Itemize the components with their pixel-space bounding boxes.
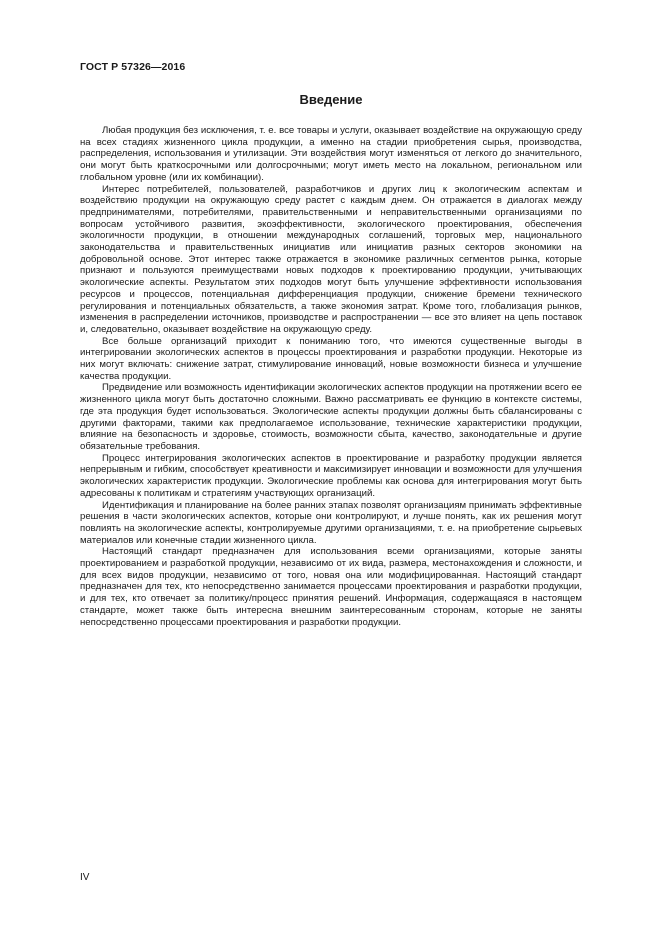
paragraph: Настоящий стандарт предназначен для использования всеми организациями, которые заняты проектированием и разработкой продукции, независимо от их вида, размера, местонахождения и сложности, и для всех видов продукции, независимо от того, новая она или модифицированная. Настоящий стандарт предназначен для тех, кто непосредственно занимается процессами проектирования и разработки продукции, и для тех, кто отвечает за политику/процесс принятия решений. Информация, содержащаяся в настоящем стандарте, может также быть интересна внешним заинтересованным сторонам, которые не заняты непосредственно процессами проектирования и разработки продукции. <box>80 546 582 628</box>
paragraph: Идентификация и планирование на более ранних этапах позволят организациям принимать эффективные решения в части экологических аспектов, которые они контролируют, и лучше понять, как их решения могут повлиять на экологические аспекты, контролируемые другими организациями, т. е. на приобретение сырьевых материалов или конечные стадии жизненного цикла. <box>80 499 582 546</box>
page-number: IV <box>80 872 90 883</box>
section-title: Введение <box>299 92 363 107</box>
paragraph: Любая продукция без исключения, т. е. все товары и услуги, оказывает воздействие на окружающую среду на всех стадиях жизненного цикла продукции, а именно на стадии приобретения сырья, производства, распределения, использования и утилизации. Эти воздействия могут изменяться от легкого до значительного, они могут быть краткосрочными или долгосрочными; могут иметь место на локальном, региональном или глобальном уровне (или их комбинации). <box>80 125 582 183</box>
paragraph: Интерес потребителей, пользователей, разработчиков и других лиц к экологическим аспектам и воздействию продукции на окружающую среду растет с каждым днем. Он отражается в диалогах между предпринимателями, потребителями, правительственными и неправительственными организациями по вопросам устойчивого развития, экоэффективности, экологического проектирования, обеспечения экологичности продукции, в отношении международных соглашений, торговых мер, национального законодательства и правительственных инициатив или инициатив разных секторов экономики на добровольной основе. Этот интерес также отражается в экономике различных сегментов рынка, которые признают и пользуются преимуществами новых подходов к проектированию продукции, учитывающих экологические аспекты. Результатом этих подходов могут быть улучшение эффективности использования ресурсов и процессов, потенциальная дифференциация продукции, снижение бремени технического регулирования и потенциальных обязательств, а также экономия затрат. Кроме того, глобализация рынков, изменения в распределении источников, производстве и распространении — все это влияет на цепь поставок и, следовательно, оказывает воздействие на окружающую среду. <box>80 183 582 335</box>
paragraph: Процесс интегрирования экологических аспектов в проектирование и разработку продукции является непрерывным и гибким, способствует креативности и максимизирует инновации и возможности для улучшения экологических характеристик продукции. Экологические проблемы как основа для интегрирования могут быть адресованы к политикам и стратегиям участвующих организаций. <box>80 452 582 499</box>
paragraph: Предвидение или возможность идентификации экологических аспектов продукции на протяжении всего ее жизненного цикла могут быть достаточно сложными. Важно рассматривать ее функцию в контексте системы, где эта продукция будет использоваться. Экологические аспекты продукции должны быть сбалансированы с другими факторами, такими как предполагаемое использование, технические характеристики продукции, влияние на безопасность и здоровье, стоимость, возможности сбыта, качество, законодательные и другие обязательные требования. <box>80 382 582 452</box>
paragraph: Все больше организаций приходит к пониманию того, что имеются существенные выгоды в интегрировании экологических аспектов в процессы проектирования и разработки продукции. Некоторые из них могут включать: снижение затрат, стимулирование инноваций, новые возможности бизнеса и улучшение качества продукции. <box>80 335 582 382</box>
document-header: ГОСТ Р 57326—2016 <box>80 61 186 73</box>
body-text <box>80 125 582 628</box>
